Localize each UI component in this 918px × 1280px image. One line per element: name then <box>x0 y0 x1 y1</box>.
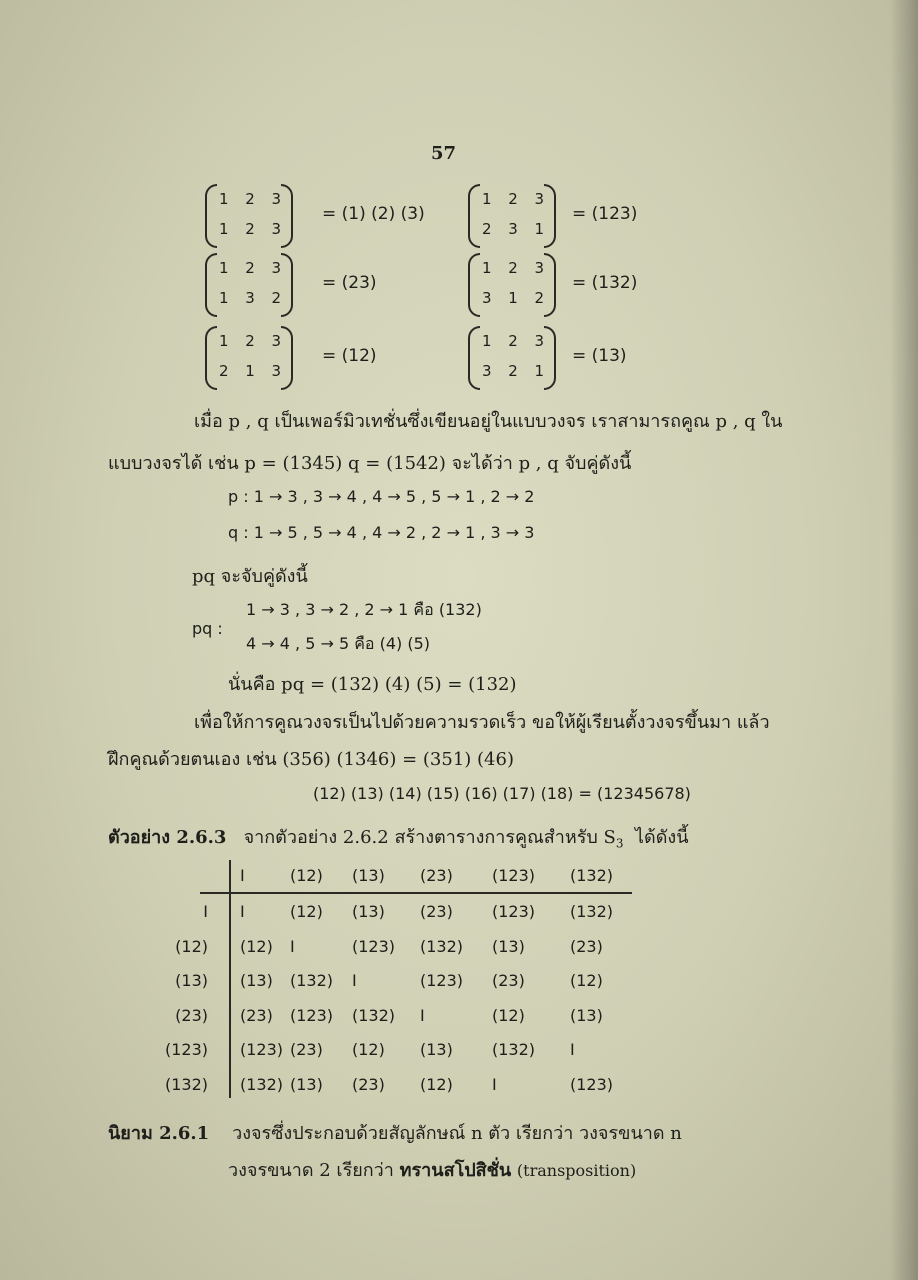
table-cell: (12) <box>352 1040 385 1059</box>
paragraph-1-line-2: แบบวงจรได้ เช่น p = (1345) q = (1542) จะได้ว่า p , q จับคู่ดังนี้ <box>108 453 632 474</box>
matrix-row-bottom <box>219 362 281 380</box>
cycle-notation-result: = (13) <box>572 346 627 366</box>
table-cell: (23) <box>420 866 453 885</box>
table-cell: (13) <box>240 971 273 990</box>
table-cell: (132) <box>290 971 334 990</box>
table-row-label: I <box>203 902 208 921</box>
cycle-notation-result: = (1) (2) (3) <box>322 204 425 224</box>
matrix-entry: 3 <box>534 332 544 350</box>
right-bracket <box>281 184 293 248</box>
table-cell: (13) <box>352 902 385 921</box>
table-row <box>0 1040 918 1070</box>
table-cell: (12) <box>420 1074 453 1094</box>
definition-line-2-text: วงจรขนาด 2 เรียกว่า <box>228 1160 394 1181</box>
table-cell: (13) <box>570 1005 603 1025</box>
permutation-matrix <box>205 326 293 388</box>
permutation-matrix <box>205 184 293 246</box>
table-cell: (12) <box>240 936 273 956</box>
table-row-label: (12) <box>175 936 208 956</box>
paragraph-2-line-2: ฝึกคูณด้วยตนเอง เช่น (356) (1346) = (351) (46) <box>108 749 514 770</box>
matrix-entry: 2 <box>508 362 518 380</box>
table-cell: (132) <box>352 1005 396 1025</box>
table-row <box>0 902 918 932</box>
page-number: 57 <box>431 143 457 164</box>
table-cell: (23) <box>492 971 525 990</box>
table-cell: (12) <box>570 971 603 990</box>
right-bracket <box>544 184 556 248</box>
matrix-entry: 2 <box>508 190 518 208</box>
table-cell: (12) <box>290 866 323 885</box>
table-cell: (12) <box>492 1005 525 1025</box>
table-cell: (132) <box>420 936 464 956</box>
left-bracket <box>468 184 480 248</box>
cycle-notation-result: = (23) <box>322 273 377 293</box>
table-row-label: (13) <box>175 971 208 990</box>
permutation-matrix <box>468 326 556 388</box>
table-row <box>0 1075 918 1105</box>
matrix-entry: 1 <box>482 190 492 208</box>
matrix-entry: 3 <box>271 332 281 350</box>
left-bracket <box>205 326 217 390</box>
table-cell: (13) <box>290 1074 323 1094</box>
matrix-entry: 3 <box>271 190 281 208</box>
table-cell: (13) <box>420 1040 453 1059</box>
matrix-row-top <box>219 190 281 208</box>
table-cell: I <box>492 1074 497 1094</box>
matrix-entry: 1 <box>219 190 229 208</box>
definition-english: (transposition) <box>516 1161 637 1180</box>
matrix-row-top <box>219 259 281 277</box>
pq-line-1: 1 → 3 , 3 → 2 , 2 → 1 คือ (132) <box>246 600 482 619</box>
p-mapping: p : 1 → 3 , 3 → 4 , 4 → 5 , 5 → 1 , 2 → 2 <box>228 487 535 506</box>
table-cell: (123) <box>492 866 536 885</box>
table-cell: (23) <box>290 1040 323 1059</box>
definition-heading <box>108 1118 682 1147</box>
matrix-entry: 1 <box>219 220 229 238</box>
example-text: จากตัวอย่าง 2.6.2 สร้างตารางการคูณสำหรับ S <box>243 827 616 848</box>
left-bracket <box>205 184 217 248</box>
table-row-label: (123) <box>164 1040 208 1059</box>
definition-label: นิยาม 2.6.1 <box>108 1123 210 1144</box>
example-tail: ได้ดังนี้ <box>634 827 689 848</box>
matrix-entry: 2 <box>534 289 544 307</box>
left-bracket <box>468 253 480 317</box>
table-cell: (132) <box>240 1074 284 1094</box>
matrix-entry: 3 <box>534 259 544 277</box>
matrix-entry: 3 <box>508 220 518 238</box>
right-bracket <box>281 253 293 317</box>
pq-intro: pq จะจับคู่ดังนี้ <box>192 566 308 587</box>
matrix-entry: 1 <box>219 289 229 307</box>
matrix-entry: 2 <box>245 332 255 350</box>
permutation-matrix <box>205 253 293 315</box>
table-cell: (123) <box>492 902 536 921</box>
table-cell: (23) <box>570 936 603 956</box>
table-cell: (123) <box>352 936 396 956</box>
matrix-entry: 2 <box>508 259 518 277</box>
cycle-notation-result: = (132) <box>572 273 638 293</box>
matrix-entry: 3 <box>482 289 492 307</box>
pq-line-2: 4 → 4 , 5 → 5 คือ (4) (5) <box>246 634 431 653</box>
permutation-matrix <box>468 253 556 315</box>
table-cell: I <box>240 902 245 921</box>
matrix-entry: 2 <box>508 332 518 350</box>
matrix-entry: 3 <box>534 190 544 208</box>
matrix-row-top <box>482 190 544 208</box>
matrix-row-top <box>482 332 544 350</box>
matrix-entry: 1 <box>482 332 492 350</box>
paragraph-1-line-1: เมื่อ p , q เป็นเพอร์มิวเทชั่นซึ่งเขียนอยู่ในแบบวงจร เราสามารถคูณ p , q ใน <box>194 411 783 432</box>
table-cell: (123) <box>420 971 464 990</box>
table-cell: I <box>352 971 357 990</box>
matrix-entry: 3 <box>271 362 281 380</box>
table-cell: (12) <box>290 902 323 921</box>
table-cell: (23) <box>352 1074 385 1094</box>
table-cell: (132) <box>492 1040 536 1059</box>
matrix-row-bottom <box>482 289 544 307</box>
matrix-row-top <box>482 259 544 277</box>
matrix-entry: 1 <box>219 332 229 350</box>
table-cell: (13) <box>492 936 525 956</box>
table-cell: (23) <box>240 1005 273 1025</box>
matrix-entry: 3 <box>482 362 492 380</box>
definition-line-1: วงจรซึ่งประกอบด้วยสัญลักษณ์ n ตัว เรียกว่า วงจรขนาด n <box>232 1123 682 1144</box>
example-subscript: 3 <box>615 836 624 851</box>
left-bracket <box>468 326 480 390</box>
pq-result: นั่นคือ pq = (132) (4) (5) = (132) <box>228 674 517 695</box>
table-row <box>0 937 918 967</box>
left-bracket <box>205 253 217 317</box>
table-header-rule <box>200 892 632 894</box>
paragraph-2-line-3: (12) (13) (14) (15) (16) (17) (18) = (12345678) <box>313 784 691 803</box>
table-row <box>0 971 918 1001</box>
matrix-entry: 1 <box>245 362 255 380</box>
table-vertical-rule <box>229 860 231 1098</box>
table-cell: (23) <box>420 902 453 921</box>
cycle-notation-result: = (123) <box>572 204 638 224</box>
table-row-label: (23) <box>175 1005 208 1025</box>
table-cell: (13) <box>352 866 385 885</box>
table-cell: I <box>240 866 245 885</box>
table-cell: (132) <box>570 902 614 921</box>
table-cell: I <box>570 1040 575 1059</box>
table-row-label: (132) <box>164 1074 208 1094</box>
matrix-row-bottom <box>482 220 544 238</box>
matrix-entry: 2 <box>245 190 255 208</box>
definition-line-2 <box>228 1155 636 1184</box>
definition-term: ทรานสโปสิชั่น <box>399 1160 512 1181</box>
matrix-entry: 2 <box>245 220 255 238</box>
matrix-entry: 1 <box>219 259 229 277</box>
matrix-row-top <box>219 332 281 350</box>
matrix-entry: 2 <box>482 220 492 238</box>
matrix-entry: 3 <box>271 259 281 277</box>
table-cell: I <box>290 936 295 956</box>
matrix-entry: 1 <box>508 289 518 307</box>
pq-label: pq : <box>192 619 223 638</box>
permutation-matrix <box>468 184 556 246</box>
table-cell: (132) <box>570 866 614 885</box>
matrix-entry: 2 <box>219 362 229 380</box>
table-row <box>0 1006 918 1036</box>
table-cell: (123) <box>290 1005 334 1025</box>
matrix-entry: 3 <box>245 289 255 307</box>
example-heading <box>108 822 689 851</box>
matrix-entry: 1 <box>482 259 492 277</box>
q-mapping: q : 1 → 5 , 5 → 4 , 4 → 2 , 2 → 1 , 3 → 3 <box>228 523 535 542</box>
matrix-row-bottom <box>219 220 281 238</box>
matrix-entry: 2 <box>245 259 255 277</box>
matrix-entry: 2 <box>271 289 281 307</box>
table-cell: (123) <box>570 1074 614 1094</box>
right-bracket <box>544 326 556 390</box>
matrix-entry: 1 <box>534 362 544 380</box>
cycle-notation-result: = (12) <box>322 346 377 366</box>
matrix-entry: 1 <box>534 220 544 238</box>
example-label: ตัวอย่าง 2.6.3 <box>108 827 227 848</box>
right-bracket <box>544 253 556 317</box>
paragraph-2-line-1: เพื่อให้การคูณวงจรเป็นไปด้วยความรวดเร็ว ขอให้ผู้เรียนตั้งวงจรขึ้นมา แล้ว <box>194 712 770 733</box>
matrix-row-bottom <box>482 362 544 380</box>
matrix-row-bottom <box>219 289 281 307</box>
right-bracket <box>281 326 293 390</box>
table-cell: (123) <box>240 1040 284 1059</box>
matrix-entry: 3 <box>271 220 281 238</box>
table-cell: I <box>420 1005 425 1025</box>
